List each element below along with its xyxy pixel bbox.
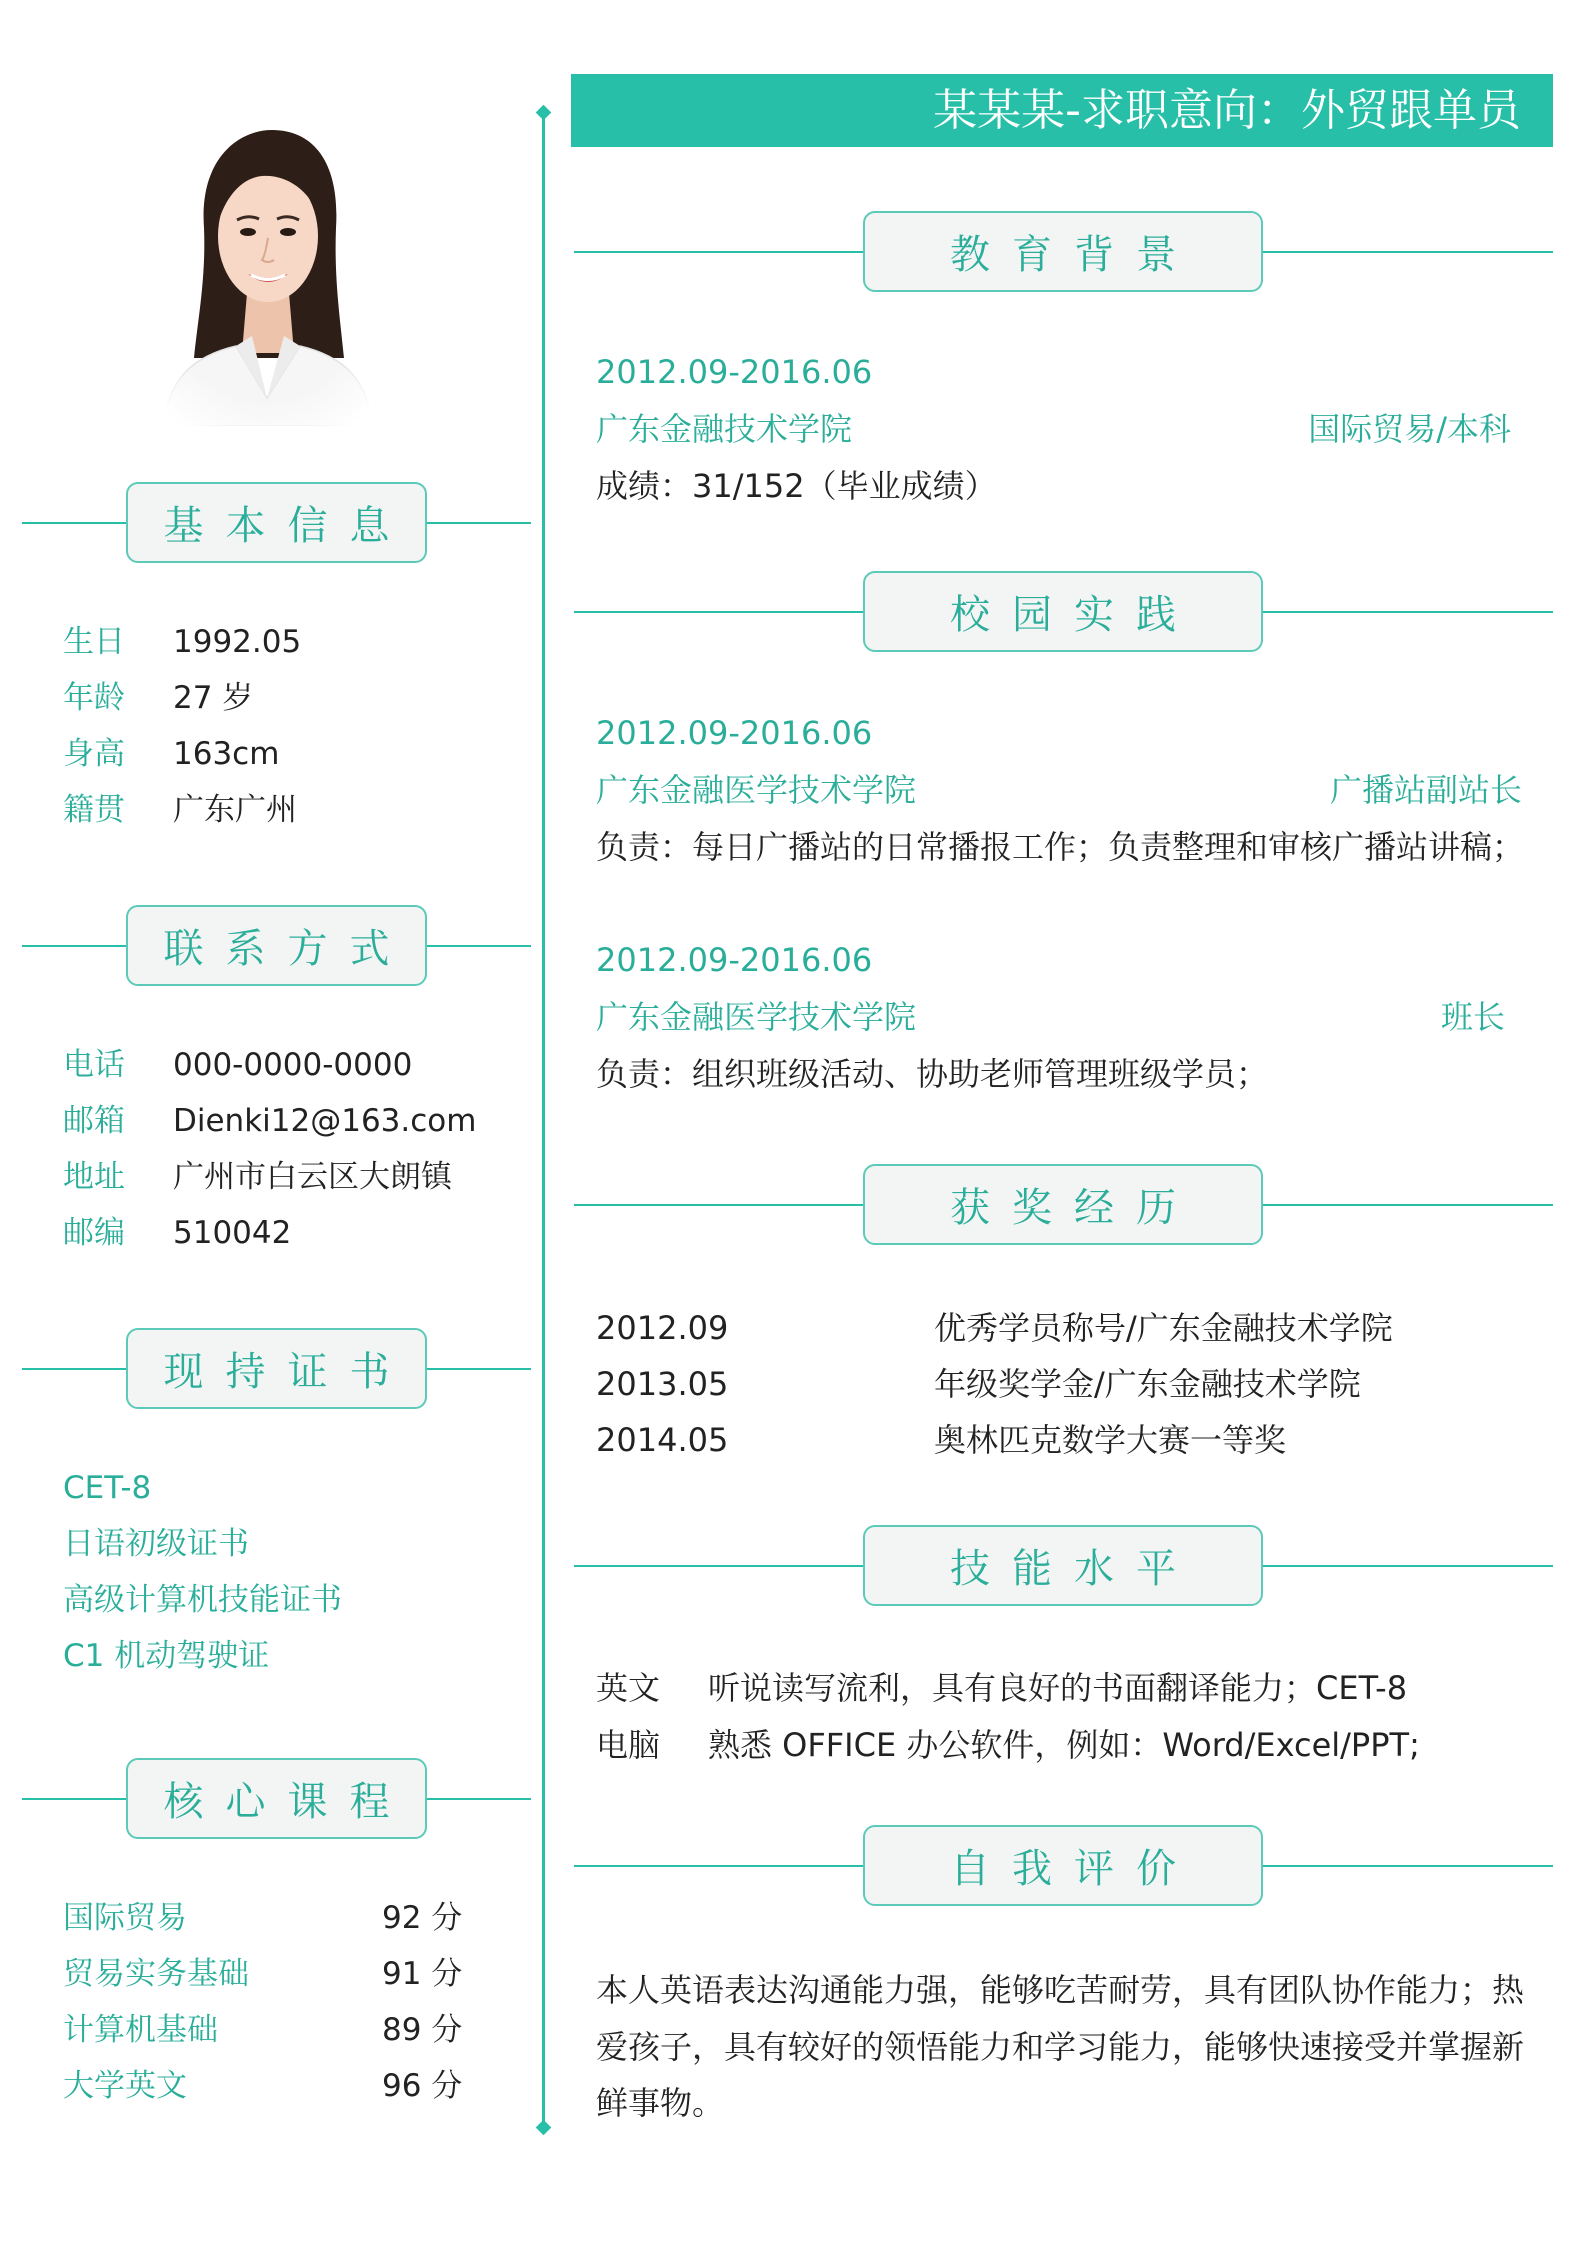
contact-row [63,1205,523,1261]
contact-row [63,1093,523,1149]
contact-value: Dienki12@163.com [173,1103,477,1139]
course-score: 92 分 [382,1900,463,1936]
course-row [63,1890,523,1946]
award-title: 年级奖学金/广东金融技术学院 [934,1365,1361,1403]
section-header-contact [22,905,531,986]
skill-label: 电脑 [596,1726,661,1764]
course-score: 96 分 [382,2068,463,2104]
basic-info-row [63,726,523,782]
award-title: 奥林匹克数学大赛一等奖 [934,1421,1287,1459]
award-title: 优秀学员称号/广东金融技术学院 [934,1309,1393,1347]
course-name: 大学英文 [63,2068,187,2104]
basic-info-row [63,670,523,726]
skill-text: 听说读写流利，具有良好的书面翻译能力；CET-8 [708,1669,1408,1707]
info-label: 年龄 [63,680,125,716]
course-score: 89 分 [382,2012,463,2048]
certificate-item: CET-8 [63,1470,152,1506]
profile-photo [144,108,390,426]
skill-list [596,1660,1526,1774]
profile-photo-image [144,108,390,426]
certificate-item: 日语初级证书 [63,1526,249,1562]
award-list [596,1300,1526,1468]
section-heading: 现持证书 [126,1328,427,1409]
section-heading: 核心课程 [126,1758,427,1839]
info-label: 生日 [63,624,125,660]
info-value: 1992.05 [173,624,302,660]
info-label: 身高 [63,736,125,772]
contact-value: 510042 [173,1215,292,1251]
contact-label: 电话 [63,1047,125,1083]
contact-value: 广州市白云区大朗镇 [173,1159,452,1195]
campus-entry [596,705,1525,876]
contact-label: 地址 [63,1159,125,1195]
section-header-self-evaluation [574,1825,1553,1906]
contact-list [63,1037,523,1261]
course-name: 国际贸易 [63,1900,187,1936]
section-header-certificates [22,1328,531,1409]
campus-role: 班长 [1440,998,1505,1036]
certificate-item: 高级计算机技能证书 [63,1582,342,1618]
section-heading: 技能水平 [863,1525,1263,1606]
education-score: 成绩：31/152（毕业成绩） [596,467,997,505]
resume-title: 某某某-求职意向：外贸跟单员 [571,74,1553,147]
section-header-education [574,211,1553,292]
education-major: 国际贸易/本科 [1308,410,1511,448]
contact-value: 000-0000-0000 [173,1047,413,1083]
info-value: 163cm [173,736,280,772]
course-row [63,2002,523,2058]
campus-entry [596,932,1505,1103]
course-name: 贸易实务基础 [63,1956,249,1992]
skill-row [596,1717,1526,1774]
info-label: 籍贯 [63,792,125,828]
course-row [63,2058,523,2114]
contact-row [63,1037,523,1093]
course-row [63,1946,523,2002]
self-evaluation-text: 本人英语表达沟通能力强，能够吃苦耐劳，具有团队协作能力；热爱孩子，具有较好的领悟能力和学习能力，能够快速接受并掌握新鲜事物。 [596,1971,1525,2122]
basic-info-list [63,614,523,838]
education-school: 广东金融技术学院 [596,410,853,448]
campus-school-row [596,989,1505,1046]
section-header-campus [574,571,1553,652]
campus-detail: 负责：每日广播站的日常播报工作；负责整理和审核广播站讲稿； [596,828,1525,866]
section-header-courses [22,1758,531,1839]
contact-label: 邮编 [63,1215,125,1251]
basic-info-row [63,782,523,838]
skill-text: 熟悉 OFFICE 办公软件，例如：Word/Excel/PPT; [708,1726,1420,1764]
education-school-row [596,401,1511,458]
divider-top-marker [536,105,552,121]
certificate-list [63,1460,523,1684]
course-list [63,1890,523,2114]
section-header-skills [574,1525,1553,1606]
section-header-awards [574,1164,1553,1245]
campus-role: 广播站副站长 [1329,771,1522,809]
education-date: 2012.09-2016.06 [596,353,873,391]
campus-detail: 负责：组织班级活动、协助老师管理班级学员； [596,1055,1269,1093]
award-date: 2014.05 [596,1421,729,1459]
campus-date: 2012.09-2016.06 [596,714,873,752]
info-value: 27 岁 [173,680,254,716]
award-date: 2013.05 [596,1365,729,1403]
course-score: 91 分 [382,1956,463,1992]
section-header-basic-info [22,482,531,563]
award-date: 2012.09 [596,1309,729,1347]
divider-bottom-marker [536,2120,552,2136]
campus-school-row [596,762,1522,819]
section-heading: 联系方式 [126,905,427,986]
award-row [596,1412,1526,1468]
campus-school: 广东金融医学技术学院 [596,998,917,1036]
section-heading: 教育背景 [863,211,1263,292]
course-name: 计算机基础 [63,2012,218,2048]
certificate-item: C1 机动驾驶证 [63,1638,270,1674]
basic-info-row [63,614,523,670]
campus-school: 广东金融医学技术学院 [596,771,917,809]
skill-row [596,1660,1526,1717]
section-heading: 基本信息 [126,482,427,563]
campus-date: 2012.09-2016.06 [596,941,873,979]
info-value: 广东广州 [173,792,297,828]
contact-label: 邮箱 [63,1103,125,1139]
section-heading: 校园实践 [863,571,1263,652]
award-row [596,1300,1526,1356]
section-heading: 自我评价 [863,1825,1263,1906]
contact-row [63,1149,523,1205]
award-row [596,1356,1526,1412]
education-entry [596,344,1511,515]
section-heading: 获奖经历 [863,1164,1263,1245]
skill-label: 英文 [596,1669,661,1707]
column-divider [542,113,545,2128]
